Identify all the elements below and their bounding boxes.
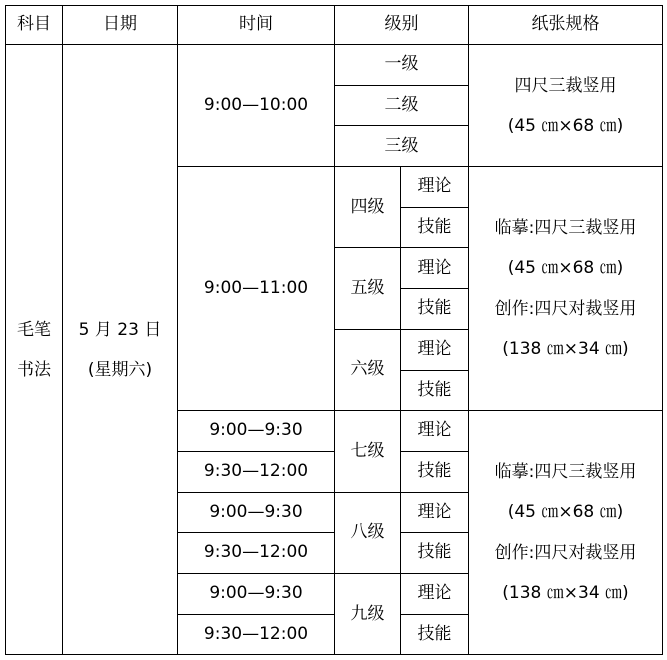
header-paper: 纸张规格 — [469, 6, 663, 45]
part-cell: 理论 — [401, 167, 469, 208]
level-cell: 四级 — [335, 167, 401, 248]
level-cell: 八级 — [335, 492, 401, 573]
subject-cell — [6, 45, 63, 655]
part-cell: 理论 — [401, 492, 469, 533]
time-cell: 9:30—12:00 — [178, 533, 335, 574]
subject-line2: 书法 — [17, 359, 51, 380]
date-line2: (星期六) — [87, 359, 153, 380]
header-date: 日期 — [63, 6, 178, 45]
part-cell: 理论 — [401, 573, 469, 614]
paper-line: 创作:四尺对裁竖用 — [494, 298, 637, 319]
part-cell: 技能 — [401, 533, 469, 574]
header-time: 时间 — [178, 6, 335, 45]
part-cell: 技能 — [401, 370, 469, 411]
part-cell: 技能 — [401, 451, 469, 492]
paper-line: 临摹:四尺三裁竖用 — [494, 461, 637, 482]
header-level: 级别 — [335, 6, 469, 45]
paper-line: (138 ㎝×34 ㎝) — [502, 339, 629, 360]
paper-line: 四尺三裁竖用 — [514, 75, 617, 96]
header-subject: 科目 — [6, 6, 63, 45]
paper-line: (45 ㎝×68 ㎝) — [507, 258, 624, 279]
paper-line: (45 ㎝×68 ㎝) — [507, 502, 624, 523]
paper-line: (45 ㎝×68 ㎝) — [507, 115, 624, 136]
time-cell: 9:00—10:00 — [178, 45, 335, 167]
time-cell: 9:00—9:30 — [178, 573, 335, 614]
time-cell: 9:00—9:30 — [178, 492, 335, 533]
date-cell — [63, 45, 178, 655]
exam-schedule-table — [5, 5, 663, 655]
paper-line: 创作:四尺对裁竖用 — [494, 542, 637, 563]
subject-line1: 毛笔 — [17, 319, 51, 340]
paper-cell — [469, 45, 663, 167]
header-row — [6, 6, 663, 45]
level-cell: 七级 — [335, 411, 401, 492]
date-line1: 5 月 23 日 — [78, 319, 162, 340]
time-cell: 9:00—11:00 — [178, 167, 335, 411]
time-cell: 9:00—9:30 — [178, 411, 335, 452]
part-cell: 理论 — [401, 248, 469, 289]
time-cell: 9:30—12:00 — [178, 451, 335, 492]
part-cell: 理论 — [401, 411, 469, 452]
time-cell: 9:30—12:00 — [178, 614, 335, 655]
level-cell: 二级 — [335, 85, 469, 126]
level-cell: 六级 — [335, 329, 401, 410]
table-row — [6, 45, 663, 86]
paper-cell — [469, 167, 663, 411]
level-cell: 三级 — [335, 126, 469, 167]
part-cell: 理论 — [401, 329, 469, 370]
paper-cell — [469, 411, 663, 655]
level-cell: 一级 — [335, 45, 469, 86]
level-cell: 九级 — [335, 573, 401, 654]
paper-line: (138 ㎝×34 ㎝) — [502, 583, 629, 604]
part-cell: 技能 — [401, 614, 469, 655]
part-cell: 技能 — [401, 207, 469, 248]
level-cell: 五级 — [335, 248, 401, 329]
paper-line: 临摹:四尺三裁竖用 — [494, 217, 637, 238]
part-cell: 技能 — [401, 289, 469, 330]
